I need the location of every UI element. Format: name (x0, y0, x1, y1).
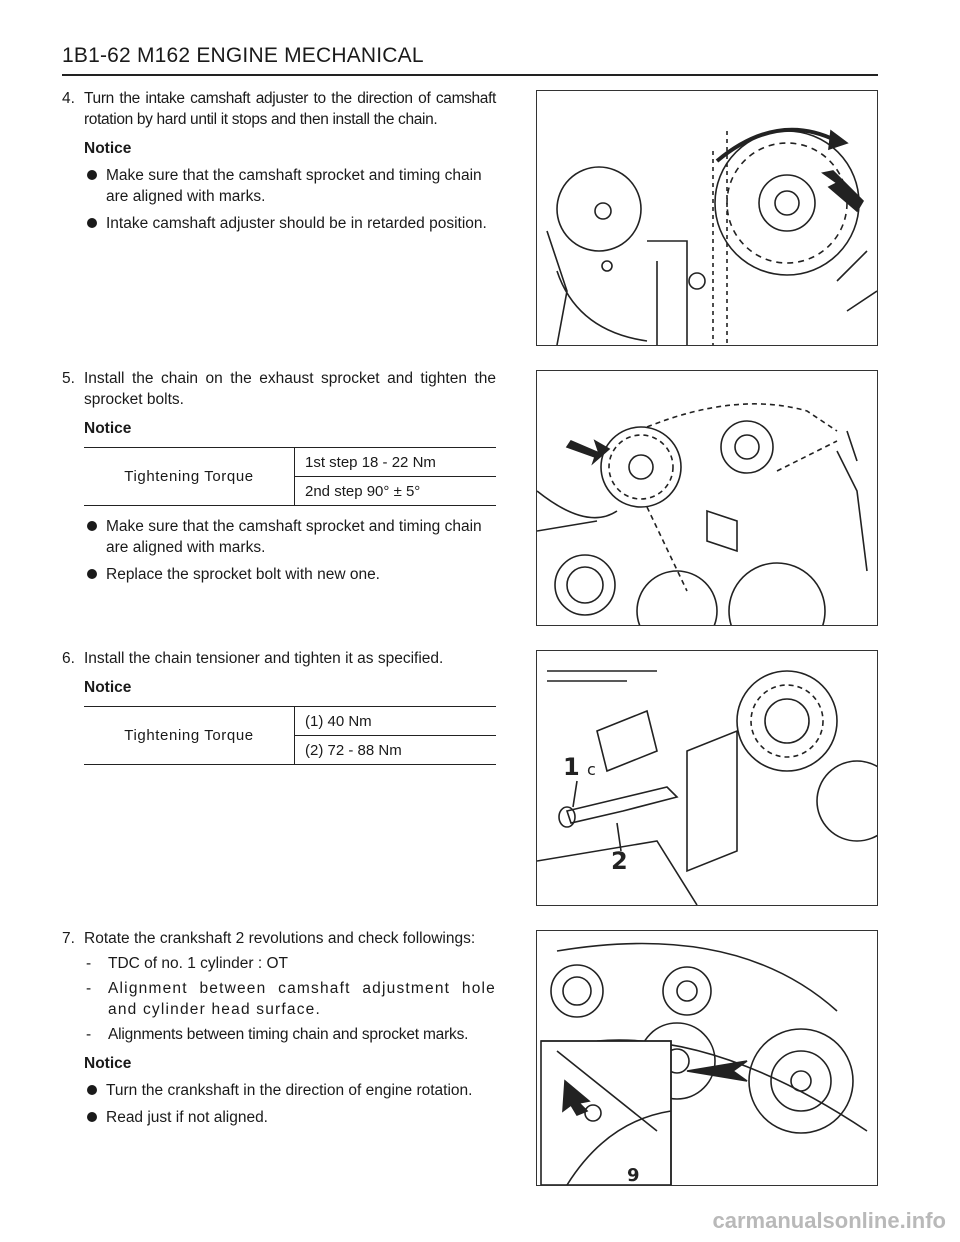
chain-tensioner (567, 787, 677, 823)
figure-exhaust-sprocket (536, 370, 878, 626)
bullet-item: Make sure that the camshaft sprocket and timing chain are aligned with marks. (84, 516, 496, 558)
arrow-icon (567, 441, 609, 463)
page-title: 1B1-62 M162 ENGINE MECHANICAL (62, 44, 424, 67)
step-4 (62, 88, 496, 234)
step-number: 6. (62, 650, 75, 667)
step-number: 5. (62, 370, 75, 387)
pulley (737, 671, 837, 771)
torque-table (84, 706, 496, 765)
torque-value: (2) 72 - 88 Nm (295, 736, 497, 765)
bullet-item: Read just if not aligned. (84, 1107, 496, 1128)
notice-heading: Notice (84, 140, 132, 157)
detail-inset (541, 1041, 671, 1185)
bullet-icon (84, 213, 106, 234)
check-item: - Alignment between camshaft adjustment hole and cylinder head surface. (86, 980, 496, 1018)
bullet-icon (84, 165, 106, 207)
bullet-item: Intake camshaft adjuster should be in retarded position. (84, 213, 496, 234)
torque-label: Tightening Torque (84, 707, 295, 765)
alignment-arrow-icon (823, 171, 863, 211)
bullet-icon (84, 564, 106, 585)
bullet-item: Replace the sprocket bolt with new one. (84, 564, 496, 585)
header-divider (62, 74, 878, 76)
torque-value: 1st step 18 - 22 Nm (295, 448, 497, 477)
torque-label: Tightening Torque (84, 448, 295, 506)
step-number: 4. (62, 90, 75, 107)
step-number: 7. (62, 930, 75, 947)
step-text: Turn the intake camshaft adjuster to the direction of camshaft rotation by hard until it stops and then install the chain. (84, 90, 496, 128)
adjuster-disc (557, 167, 641, 251)
callout-2: 2 (611, 847, 628, 875)
bullet-icon (84, 1107, 106, 1128)
camshaft-sprocket (715, 131, 859, 275)
step-text: Rotate the crankshaft 2 revolutions and check followings: (84, 930, 476, 947)
step-text: Install the chain tensioner and tighten it as specified. (84, 650, 444, 667)
figure-crankshaft-check (536, 930, 878, 1186)
rotation-arrow (717, 130, 837, 161)
notice-heading: Notice (84, 679, 132, 696)
timing-chain (647, 404, 837, 591)
check-item: - Alignments between timing chain and sprocket marks. (86, 1026, 469, 1043)
callout-1: 1 (563, 753, 580, 781)
watermark: carmanualsonline.info (712, 1208, 946, 1233)
notice-heading: Notice (84, 1055, 132, 1072)
torque-value: (1) 40 Nm (295, 707, 497, 736)
reference-arrow-icon (687, 1061, 747, 1081)
callout-9: 9 (627, 1165, 640, 1185)
callout-c: c (587, 760, 596, 779)
figure-intake-camshaft (536, 90, 878, 346)
bullet-item: Make sure that the camshaft sprocket and timing chain are aligned with marks. (84, 165, 496, 207)
exhaust-sprocket (601, 427, 681, 507)
notice-heading: Notice (84, 420, 132, 437)
bullet-item: Turn the crankshaft in the direction of engine rotation. (84, 1080, 496, 1101)
step-7 (62, 928, 496, 1128)
figure-chain-tensioner (536, 650, 878, 906)
step-5 (62, 368, 496, 585)
step-6 (62, 648, 496, 765)
bullet-icon (84, 1080, 106, 1101)
bullet-icon (84, 516, 106, 558)
torque-value: 2nd step 90° ± 5° (295, 477, 497, 506)
step-text: Install the chain on the exhaust sprocket and tighten the sprocket bolts. (84, 370, 496, 408)
check-item: - TDC of no. 1 cylinder : OT (86, 955, 289, 972)
torque-table (84, 447, 496, 506)
